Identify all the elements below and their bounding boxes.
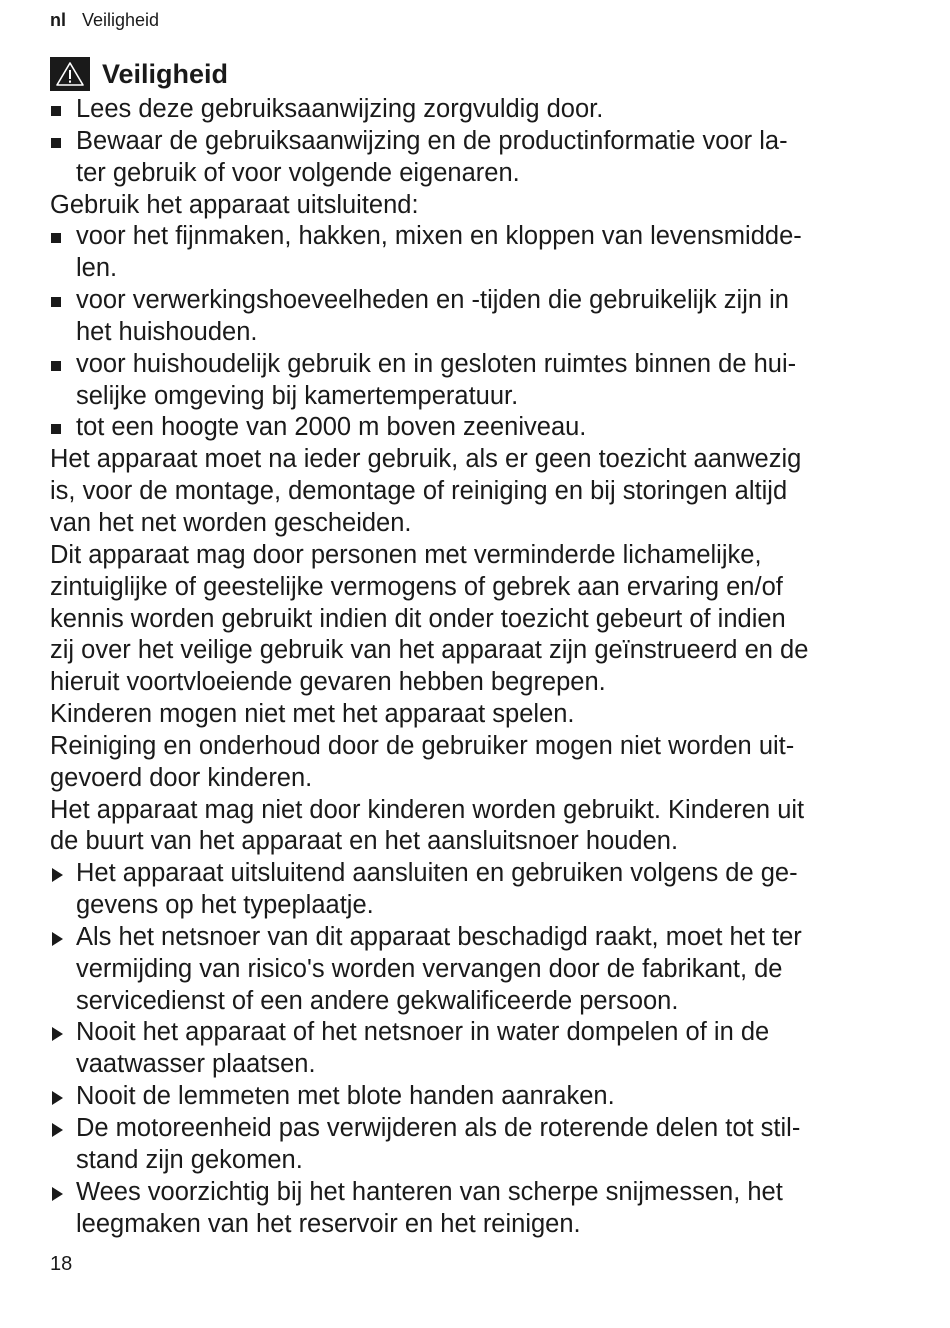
triangle-arrow-icon <box>52 932 63 946</box>
instruction-item <box>50 1017 900 1081</box>
instruction-item <box>50 1113 900 1177</box>
header-section: Veiligheid <box>82 10 160 30</box>
list-item-text: voor het fijnmaken, hakken, mixen en kloppen van levensmidde- len. <box>76 222 802 283</box>
triangle-arrow-icon <box>52 1027 63 1041</box>
instruction-item <box>50 858 900 922</box>
running-header <box>50 8 900 32</box>
list-item <box>50 126 900 190</box>
list-item <box>50 349 900 413</box>
instruction-item <box>50 922 900 1018</box>
warning-triangle-icon <box>50 57 90 91</box>
square-bullet-icon <box>51 297 61 307</box>
triangle-arrow-icon <box>52 1187 63 1201</box>
paragraph: Dit apparaat mag door personen met verminderde lichamelijke, zintuiglijke of geestelijke vermogens of gebrek aan ervaring en/of kennis worden gebruikt indien dit onder toezicht gebeurt of indien zij over het veilige gebruik van het apparaat zijn geïnstrueerd en de hieruit voortvloeiende gevaren hebben begrepen. <box>50 540 809 697</box>
list-item <box>50 221 900 285</box>
list-item-text: voor verwerkingshoeveelheden en -tijden die gebruikelijk zijn in het huishouden. <box>76 286 789 346</box>
list-item-text: Als het netsnoer van dit apparaat beschadigd raakt, moet het ter vermijding van risico's worden vervangen door de fabrikant, de servicedienst of een andere gekwalificeerde persoon. <box>76 922 802 1015</box>
list-item-text: Bewaar de gebruiksaanwijzing en de productinformatie voor la- ter gebruik of voor volgende eigenaren. <box>76 126 788 187</box>
list-item-text: Wees voorzichtig bij het hanteren van scherpe snijmessen, het leegmaken van het reservoir en het reinigen. <box>76 1177 783 1238</box>
list-item <box>50 285 900 349</box>
square-bullet-icon <box>51 138 61 148</box>
language-code: nl <box>50 10 66 30</box>
instruction-item <box>50 1177 900 1241</box>
section-heading <box>50 54 900 94</box>
triangle-arrow-icon <box>52 868 63 882</box>
square-bullet-icon <box>51 106 61 116</box>
list-item-text: tot een hoogte van 2000 m boven zeeniveau. <box>76 413 587 442</box>
paragraph: Het apparaat mag niet door kinderen worden gebruikt. Kinderen uit de buurt van het apparaat en het aansluitsnoer houden. <box>50 795 805 856</box>
list-item-text: voor huishoudelijk gebruik en in gesloten ruimtes binnen de hui- selijke omgeving bij kamertemperatuur. <box>76 349 797 410</box>
paragraph: Het apparaat moet na ieder gebruik, als er geen toezicht aanwezig is, voor de montage, demontage of reiniging en bij storingen altijd van het net worden gescheiden. <box>50 445 802 537</box>
list-item-text: Het apparaat uitsluitend aansluiten en gebruiken volgens de ge- gevens op het typeplaatje. <box>76 859 798 920</box>
triangle-arrow-icon <box>52 1091 63 1105</box>
square-bullet-icon <box>51 361 61 371</box>
usage-intro: Gebruik het apparaat uitsluitend: <box>50 190 419 219</box>
list-item <box>50 412 900 444</box>
paragraph: Kinderen mogen niet met het apparaat spelen. <box>50 700 575 729</box>
list-item-text: Nooit de lemmeten met blote handen aanraken. <box>76 1082 615 1111</box>
square-bullet-icon <box>51 233 61 243</box>
list-item <box>50 94 900 126</box>
list-item-text: Lees deze gebruiksaanwijzing zorgvuldig door. <box>76 95 604 123</box>
safety-content <box>50 94 900 1240</box>
page-title: Veiligheid <box>102 59 229 89</box>
square-bullet-icon <box>51 424 61 434</box>
document-page <box>50 8 900 1240</box>
triangle-arrow-icon <box>52 1123 63 1137</box>
instruction-item <box>50 1081 900 1113</box>
paragraph: Reiniging en onderhoud door de gebruiker mogen niet worden uit- gevoerd door kinderen. <box>50 731 795 792</box>
list-item-text: De motoreenheid pas verwijderen als de roterende delen tot stil- stand zijn gekomen. <box>76 1114 801 1174</box>
list-item-text: Nooit het apparaat of het netsnoer in water dompelen of in de vaatwasser plaatsen. <box>76 1018 770 1079</box>
page-number: 18 <box>50 1253 73 1275</box>
